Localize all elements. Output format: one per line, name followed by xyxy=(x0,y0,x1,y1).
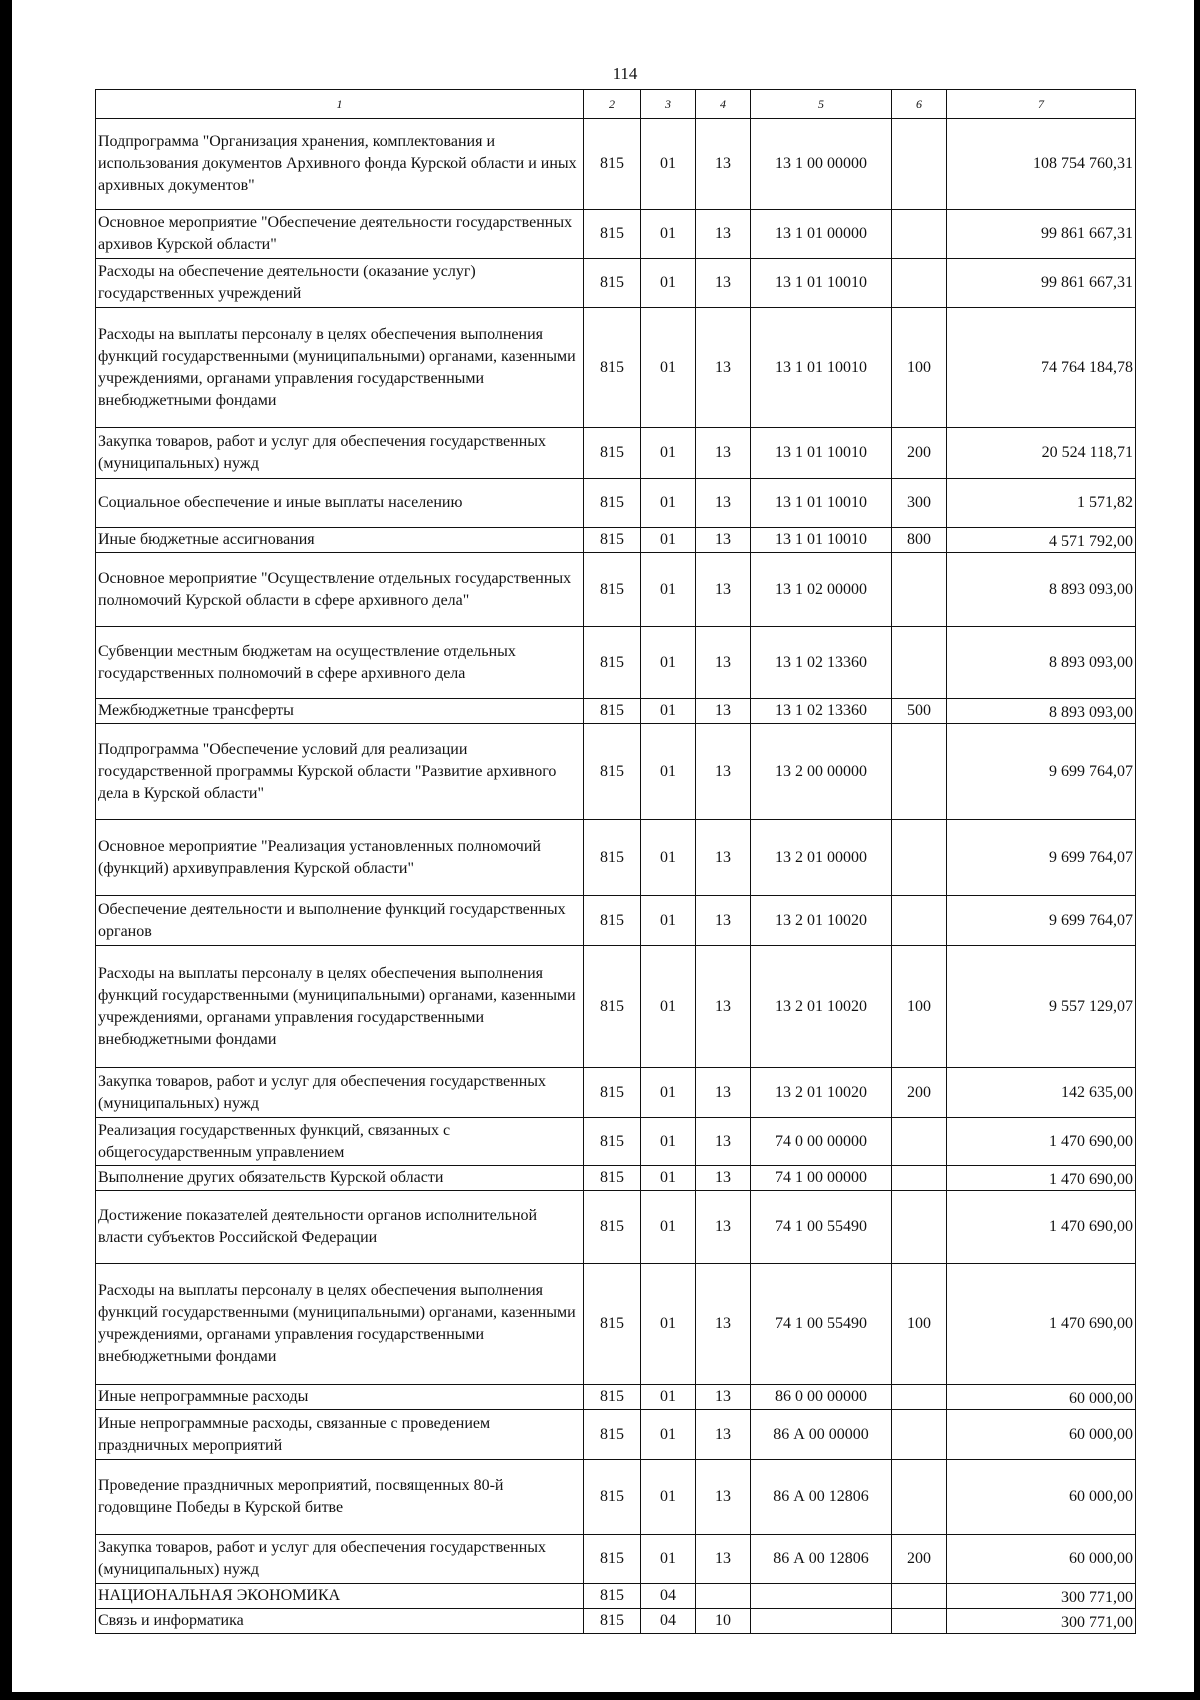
section-code: 01 xyxy=(641,724,696,820)
table-row xyxy=(96,1166,1136,1191)
target-article-code: 13 1 01 10010 xyxy=(751,308,892,428)
expense-type-code: 800 xyxy=(892,528,947,553)
expense-name: Расходы на выплаты персоналу в целях обеспечения выполнения функций государственными (муниципальными) органами, казенными учреждениями, органами управления государственными внебюджетными фондами xyxy=(96,308,584,428)
expense-type-code xyxy=(892,1166,947,1191)
table-row xyxy=(96,1410,1136,1460)
subsection-code: 13 xyxy=(696,479,751,528)
target-article-code: 13 1 01 10010 xyxy=(751,528,892,553)
expense-name: Межбюджетные трансферты xyxy=(96,699,584,724)
section-code: 01 xyxy=(641,1385,696,1410)
expense-type-code xyxy=(892,553,947,627)
ministry-code: 815 xyxy=(584,1385,641,1410)
ministry-code: 815 xyxy=(584,1410,641,1460)
expense-type-code: 200 xyxy=(892,428,947,479)
expense-name: Достижение показателей деятельности органов исполнительной власти субъектов Российской Федерации xyxy=(96,1191,584,1264)
table-row xyxy=(96,259,1136,308)
section-code: 01 xyxy=(641,119,696,210)
amount: 60 000,00 xyxy=(947,1535,1136,1584)
table-row xyxy=(96,946,1136,1068)
section-code: 01 xyxy=(641,627,696,699)
expense-type-code xyxy=(892,1118,947,1166)
expense-type-code xyxy=(892,1191,947,1264)
section-code: 01 xyxy=(641,259,696,308)
subsection-code: 13 xyxy=(696,1166,751,1191)
amount: 9 699 764,07 xyxy=(947,724,1136,820)
ministry-code: 815 xyxy=(584,820,641,896)
amount: 300 771,00 xyxy=(947,1584,1136,1609)
target-article-code: 13 1 01 00000 xyxy=(751,210,892,259)
subsection-code: 13 xyxy=(696,553,751,627)
subsection-code: 13 xyxy=(696,119,751,210)
amount: 99 861 667,31 xyxy=(947,210,1136,259)
expense-name: Связь и информатика xyxy=(96,1609,584,1634)
amount: 4 571 792,00 xyxy=(947,528,1136,553)
expense-name: Закупка товаров, работ и услуг для обеспечения государственных (муниципальных) нужд xyxy=(96,1068,584,1118)
target-article-code: 13 1 00 00000 xyxy=(751,119,892,210)
expense-type-code xyxy=(892,210,947,259)
target-article-code: 74 1 00 55490 xyxy=(751,1191,892,1264)
amount: 8 893 093,00 xyxy=(947,553,1136,627)
section-code: 01 xyxy=(641,428,696,479)
subsection-code: 13 xyxy=(696,1264,751,1385)
ministry-code: 815 xyxy=(584,1535,641,1584)
ministry-code: 815 xyxy=(584,1191,641,1264)
expense-name: Иные непрограммные расходы xyxy=(96,1385,584,1410)
subsection-code: 13 xyxy=(696,259,751,308)
table-row xyxy=(96,699,1136,724)
expense-type-code: 300 xyxy=(892,479,947,528)
expense-type-code xyxy=(892,1385,947,1410)
section-code: 01 xyxy=(641,1535,696,1584)
expense-type-code xyxy=(892,724,947,820)
expense-type-code xyxy=(892,820,947,896)
table-row xyxy=(96,553,1136,627)
target-article-code xyxy=(751,1609,892,1634)
table-row xyxy=(96,1191,1136,1264)
expense-type-code: 500 xyxy=(892,699,947,724)
expense-type-code: 200 xyxy=(892,1068,947,1118)
budget-table xyxy=(95,89,1136,1634)
target-article-code: 13 1 01 10010 xyxy=(751,479,892,528)
target-article-code: 13 2 01 10020 xyxy=(751,946,892,1068)
expense-type-code xyxy=(892,1609,947,1634)
subsection-code: 13 xyxy=(696,1385,751,1410)
target-article-code: 86 А 00 12806 xyxy=(751,1460,892,1535)
table-row xyxy=(96,1535,1136,1584)
subsection-code: 13 xyxy=(696,1410,751,1460)
expense-type-code xyxy=(892,119,947,210)
column-number-4: 4 xyxy=(696,90,751,119)
section-code: 01 xyxy=(641,528,696,553)
expense-name: Субвенции местным бюджетам на осуществление отдельных государственных полномочий в сфере архивного дела xyxy=(96,627,584,699)
target-article-code: 13 1 01 10010 xyxy=(751,259,892,308)
expense-name: Основное мероприятие "Осуществление отдельных государственных полномочий Курской области в сфере архивного дела" xyxy=(96,553,584,627)
table-row xyxy=(96,119,1136,210)
subsection-code xyxy=(696,1584,751,1609)
section-code: 01 xyxy=(641,699,696,724)
scan-border-right xyxy=(1194,0,1200,1700)
subsection-code: 10 xyxy=(696,1609,751,1634)
expense-type-code xyxy=(892,896,947,946)
ministry-code: 815 xyxy=(584,946,641,1068)
expense-type-code xyxy=(892,1410,947,1460)
amount: 20 524 118,71 xyxy=(947,428,1136,479)
ministry-code: 815 xyxy=(584,119,641,210)
table-row xyxy=(96,724,1136,820)
expense-type-code xyxy=(892,1460,947,1535)
subsection-code: 13 xyxy=(696,1118,751,1166)
section-code: 04 xyxy=(641,1609,696,1634)
amount: 60 000,00 xyxy=(947,1460,1136,1535)
expense-name: Расходы на выплаты персоналу в целях обеспечения выполнения функций государственными (муниципальными) органами, казенными учреждениями, органами управления государственными внебюджетными фондами xyxy=(96,946,584,1068)
expense-type-code xyxy=(892,259,947,308)
expense-type-code: 100 xyxy=(892,308,947,428)
ministry-code: 815 xyxy=(584,1584,641,1609)
table-row xyxy=(96,1385,1136,1410)
target-article-code: 86 А 00 00000 xyxy=(751,1410,892,1460)
table-row xyxy=(96,1460,1136,1535)
expense-name: Расходы на выплаты персоналу в целях обеспечения выполнения функций государственными (муниципальными) органами, казенными учреждениями, органами управления государственными внебюджетными фондами xyxy=(96,1264,584,1385)
section-code: 01 xyxy=(641,896,696,946)
subsection-code: 13 xyxy=(696,1191,751,1264)
amount: 9 699 764,07 xyxy=(947,820,1136,896)
table-row xyxy=(96,308,1136,428)
target-article-code: 13 2 01 10020 xyxy=(751,1068,892,1118)
subsection-code: 13 xyxy=(696,896,751,946)
amount: 8 893 093,00 xyxy=(947,627,1136,699)
ministry-code: 815 xyxy=(584,479,641,528)
expense-type-code: 100 xyxy=(892,946,947,1068)
section-code: 01 xyxy=(641,1068,696,1118)
section-code: 01 xyxy=(641,210,696,259)
target-article-code: 13 1 02 13360 xyxy=(751,699,892,724)
table-row xyxy=(96,479,1136,528)
expense-type-code xyxy=(892,627,947,699)
amount: 60 000,00 xyxy=(947,1385,1136,1410)
subsection-code: 13 xyxy=(696,946,751,1068)
subsection-code: 13 xyxy=(696,724,751,820)
section-code: 01 xyxy=(641,1460,696,1535)
expense-name: Проведение праздничных мероприятий, посвященных 80-й годовщине Победы в Курской битве xyxy=(96,1460,584,1535)
section-code: 01 xyxy=(641,820,696,896)
expense-name: Подпрограмма "Обеспечение условий для реализации государственной программы Курской области "Развитие архивного дела в Курской области" xyxy=(96,724,584,820)
table-row xyxy=(96,820,1136,896)
ministry-code: 815 xyxy=(584,528,641,553)
ministry-code: 815 xyxy=(584,1264,641,1385)
column-number-3: 3 xyxy=(641,90,696,119)
ministry-code: 815 xyxy=(584,699,641,724)
expense-name: Социальное обеспечение и иные выплаты населению xyxy=(96,479,584,528)
table-row xyxy=(96,1068,1136,1118)
expense-type-code xyxy=(892,1584,947,1609)
amount: 142 635,00 xyxy=(947,1068,1136,1118)
table-row xyxy=(96,528,1136,553)
subsection-code: 13 xyxy=(696,820,751,896)
scan-border-left xyxy=(0,0,12,1700)
table-row xyxy=(96,896,1136,946)
subsection-code: 13 xyxy=(696,428,751,479)
section-code: 01 xyxy=(641,1118,696,1166)
column-number-7: 7 xyxy=(947,90,1136,119)
target-article-code xyxy=(751,1584,892,1609)
expense-name: Выполнение других обязательств Курской области xyxy=(96,1166,584,1191)
amount: 99 861 667,31 xyxy=(947,259,1136,308)
page-number: 114 xyxy=(612,64,638,83)
ministry-code: 815 xyxy=(584,1460,641,1535)
ministry-code: 815 xyxy=(584,896,641,946)
subsection-code: 13 xyxy=(696,210,751,259)
subsection-code: 13 xyxy=(696,1460,751,1535)
amount: 9 557 129,07 xyxy=(947,946,1136,1068)
subsection-code: 13 xyxy=(696,699,751,724)
table-row xyxy=(96,1584,1136,1609)
ministry-code: 815 xyxy=(584,210,641,259)
expense-name: Закупка товаров, работ и услуг для обеспечения государственных (муниципальных) нужд xyxy=(96,1535,584,1584)
column-number-1: 1 xyxy=(96,90,584,119)
amount: 1 470 690,00 xyxy=(947,1166,1136,1191)
amount: 8 893 093,00 xyxy=(947,699,1136,724)
amount: 1 470 690,00 xyxy=(947,1264,1136,1385)
amount: 1 571,82 xyxy=(947,479,1136,528)
expense-name: Иные бюджетные ассигнования xyxy=(96,528,584,553)
column-number-6: 6 xyxy=(892,90,947,119)
amount: 300 771,00 xyxy=(947,1609,1136,1634)
table-row xyxy=(96,627,1136,699)
expense-name: Иные непрограммные расходы, связанные с проведением праздничных мероприятий xyxy=(96,1410,584,1460)
section-code: 04 xyxy=(641,1584,696,1609)
amount: 1 470 690,00 xyxy=(947,1191,1136,1264)
amount: 1 470 690,00 xyxy=(947,1118,1136,1166)
ministry-code: 815 xyxy=(584,1609,641,1634)
table-row xyxy=(96,1264,1136,1385)
subsection-code: 13 xyxy=(696,1068,751,1118)
expense-name: Основное мероприятие "Реализация установленных полномочий (функций) архивуправления Курской области" xyxy=(96,820,584,896)
subsection-code: 13 xyxy=(696,627,751,699)
subsection-code: 13 xyxy=(696,528,751,553)
expense-name: Подпрограмма "Организация хранения, комплектования и использования документов Архивного фонда Курской области и иных архивных документов" xyxy=(96,119,584,210)
subsection-code: 13 xyxy=(696,1535,751,1584)
expense-name: Закупка товаров, работ и услуг для обеспечения государственных (муниципальных) нужд xyxy=(96,428,584,479)
expense-name: Обеспечение деятельности и выполнение функций государственных органов xyxy=(96,896,584,946)
section-code: 01 xyxy=(641,1191,696,1264)
section-code: 01 xyxy=(641,553,696,627)
table-row xyxy=(96,428,1136,479)
column-number-2: 2 xyxy=(584,90,641,119)
amount: 108 754 760,31 xyxy=(947,119,1136,210)
table-row xyxy=(96,1118,1136,1166)
target-article-code: 13 2 00 00000 xyxy=(751,724,892,820)
ministry-code: 815 xyxy=(584,553,641,627)
amount: 9 699 764,07 xyxy=(947,896,1136,946)
target-article-code: 13 1 02 00000 xyxy=(751,553,892,627)
ministry-code: 815 xyxy=(584,428,641,479)
ministry-code: 815 xyxy=(584,1068,641,1118)
target-article-code: 74 1 00 00000 xyxy=(751,1166,892,1191)
section-code: 01 xyxy=(641,946,696,1068)
expense-name: Основное мероприятие "Обеспечение деятельности государственных архивов Курской области" xyxy=(96,210,584,259)
section-code: 01 xyxy=(641,1264,696,1385)
ministry-code: 815 xyxy=(584,1166,641,1191)
target-article-code: 74 0 00 00000 xyxy=(751,1118,892,1166)
column-number-5: 5 xyxy=(751,90,892,119)
ministry-code: 815 xyxy=(584,308,641,428)
expense-type-code: 100 xyxy=(892,1264,947,1385)
target-article-code: 13 2 01 00000 xyxy=(751,820,892,896)
target-article-code: 74 1 00 55490 xyxy=(751,1264,892,1385)
amount: 60 000,00 xyxy=(947,1410,1136,1460)
target-article-code: 13 1 01 10010 xyxy=(751,428,892,479)
expense-name: Расходы на обеспечение деятельности (оказание услуг) государственных учреждений xyxy=(96,259,584,308)
target-article-code: 13 2 01 10020 xyxy=(751,896,892,946)
section-code: 01 xyxy=(641,479,696,528)
scan-border-bottom xyxy=(0,1692,1200,1700)
target-article-code: 13 1 02 13360 xyxy=(751,627,892,699)
ministry-code: 815 xyxy=(584,1118,641,1166)
ministry-code: 815 xyxy=(584,627,641,699)
section-code: 01 xyxy=(641,308,696,428)
column-number-row xyxy=(96,90,1136,119)
subsection-code: 13 xyxy=(696,308,751,428)
section-code: 01 xyxy=(641,1166,696,1191)
ministry-code: 815 xyxy=(584,724,641,820)
section-code: 01 xyxy=(641,1410,696,1460)
table-row xyxy=(96,1609,1136,1634)
table-row xyxy=(96,210,1136,259)
target-article-code: 86 А 00 12806 xyxy=(751,1535,892,1584)
expense-name: Реализация государственных функций, связанных с общегосударственным управлением xyxy=(96,1118,584,1166)
target-article-code: 86 0 00 00000 xyxy=(751,1385,892,1410)
amount: 74 764 184,78 xyxy=(947,308,1136,428)
expense-name: НАЦИОНАЛЬНАЯ ЭКОНОМИКА xyxy=(96,1584,584,1609)
expense-type-code: 200 xyxy=(892,1535,947,1584)
ministry-code: 815 xyxy=(584,259,641,308)
